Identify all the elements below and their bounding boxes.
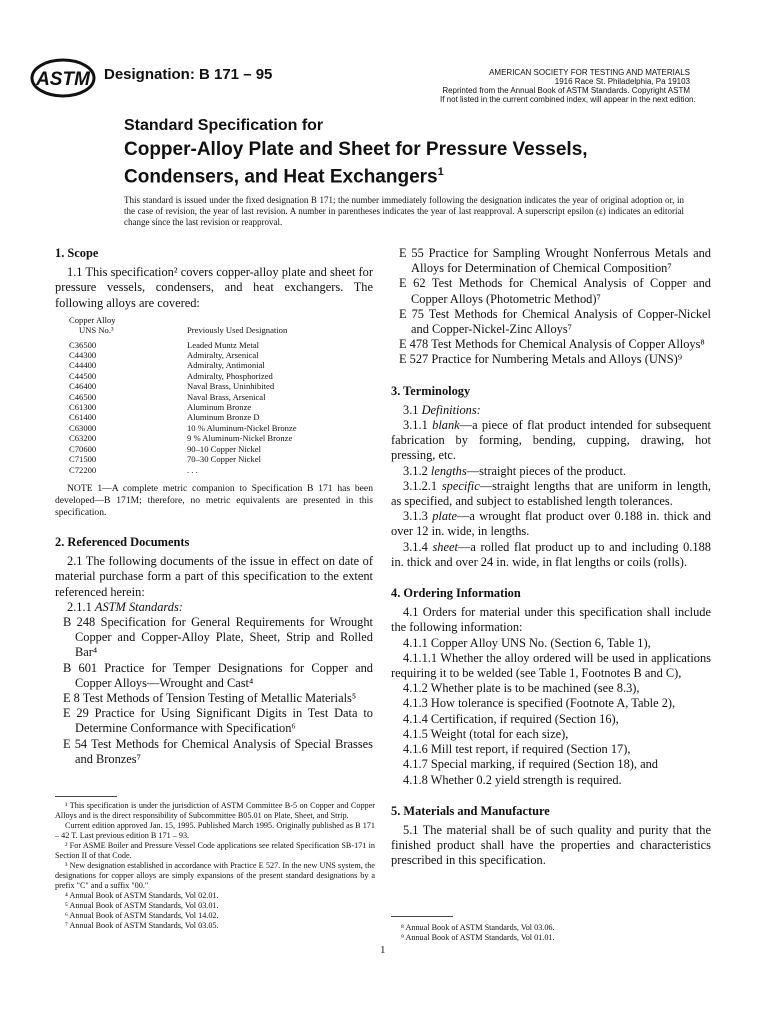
alloy-row	[69, 433, 297, 443]
col-header-uns-b: UNS No.³	[79, 325, 114, 336]
alloy-uns: C36500	[69, 339, 97, 350]
alloy-designation: Leaded Muntz Metal	[187, 339, 260, 350]
footnote: ⁸ Annual Book of ASTM Standards, Vol 03.06.	[401, 923, 555, 932]
def-num: 3.1.1	[403, 418, 428, 433]
section-heading-referenced: 2. Referenced Documents	[55, 534, 190, 549]
ref-item: E 62 Test Methods for Chemical Analysis of Copper and Copper Alloys (Photometric Method)⁷	[399, 276, 711, 306]
alloy-designation: Admiralty, Phosphorized	[187, 370, 273, 381]
alloy-designation: 9 % Aluminum-Nickel Bronze	[187, 433, 293, 444]
title-footnote-ref: 1	[437, 166, 444, 178]
org-line: 1916 Race St. Philadelphia, Pa 19103	[554, 77, 690, 86]
referenced-list-left	[55, 615, 373, 767]
alloy-designation: 90–10 Copper Nickel	[187, 443, 261, 454]
page-number: 1	[380, 944, 386, 956]
alloy-row	[69, 371, 297, 381]
alloy-uns: C44400	[69, 360, 97, 371]
title-line-3-text: Condensers, and Heat Exchangers	[124, 166, 438, 188]
order-item: 4.1.6 Mill test report, if required (Section 17),	[403, 742, 631, 757]
alloy-designation: 10 % Aluminum-Nickel Bronze	[187, 422, 297, 433]
referenced-list-right	[391, 246, 711, 368]
alloy-row	[69, 392, 297, 402]
ref-item: E 29 Practice for Using Significant Digits in Test Data to Determine Conformance with Specification⁶	[63, 706, 373, 736]
footnote-rule	[55, 796, 117, 797]
def-text: —a piece of flat product intended for subsequent fabrication by forming, bending, cupping, drawing, hot pressing, etc.	[391, 418, 711, 463]
order-item: 4.1.2 Whether plate is to be machined (see 8.3),	[403, 681, 640, 696]
def-text: —a wrought flat product over 0.188 in. thick and over 12 in. wide, in lengths.	[391, 509, 711, 539]
alloy-row	[69, 402, 297, 412]
alloy-designation: Naval Brass, Arsenical	[187, 391, 266, 402]
alloy-designation: Aluminum Bronze	[187, 402, 252, 413]
definition-specific	[391, 479, 711, 509]
astm-standards-title: ASTM Standards:	[94, 599, 183, 614]
footnote: ² For ASME Boiler and Pressure Vessel Code applications see related Specification SB-171 in Section II of that Code.	[55, 841, 375, 860]
def-term: sheet	[432, 539, 458, 554]
section-heading-materials: 5. Materials and Manufacture	[391, 803, 550, 818]
ref-item: E 55 Practice for Sampling Wrought Nonferrous Metals and Alloys for Determination of Chemical Composition⁷	[399, 246, 711, 276]
definition-lengths	[391, 464, 711, 479]
alloy-uns: C63000	[69, 422, 97, 433]
footnote: ⁹ Annual Book of ASTM Standards, Vol 01.01.	[401, 933, 555, 942]
alloy-row	[69, 444, 297, 454]
definitions-title: Definitions:	[421, 402, 481, 417]
ordering-list	[391, 636, 711, 788]
document-title	[124, 117, 684, 188]
footnote: ⁵ Annual Book of ASTM Standards, Vol 03.01.	[65, 901, 219, 910]
alloy-uns: C46500	[69, 391, 97, 402]
order-item: 4.1.1 Copper Alloy UNS No. (Section 6, Table 1),	[403, 635, 651, 650]
designation: Designation: B 171 – 95	[104, 66, 273, 83]
order-item: 4.1.5 Weight (total for each size),	[403, 726, 569, 741]
alloy-uns: C44500	[69, 370, 97, 381]
def-text: —straight pieces of the product.	[466, 463, 626, 478]
footnotes-right	[391, 916, 711, 943]
title-line-1: Standard Specification for	[124, 117, 324, 134]
alloy-row	[69, 360, 297, 370]
footnote: Current edition approved Jan. 15, 1995. Published March 1995. Originally published as B 171 – 42 T. Last previous edition B 171 – 93.	[55, 821, 375, 840]
order-item: 4.1.4 Certification, if required (Section 16),	[403, 711, 619, 726]
order-item: 4.1.8 Whether 0.2 yield strength is required.	[403, 772, 622, 787]
definition-sheet	[391, 540, 711, 570]
alloy-row	[69, 454, 297, 464]
org-line: AMERICAN SOCIETY FOR TESTING AND MATERIALS	[489, 68, 690, 77]
definitions-num: 3.1	[403, 402, 419, 417]
footnotes-left	[55, 796, 375, 931]
footnote-rule	[391, 916, 453, 917]
astm-standards-label	[55, 600, 373, 615]
def-text: —a rolled flat product up to and including 0.188 in. thick and over 24 in. wide, in flat lengths or coils (rolls).	[391, 539, 711, 569]
title-line-2: Copper-Alloy Plate and Sheet for Pressure Vessels,	[124, 139, 588, 160]
alloy-designation: Admiralty, Arsenical	[187, 350, 259, 361]
alloy-row	[69, 423, 297, 433]
section-heading-terminology: 3. Terminology	[391, 383, 471, 398]
title-line-3	[124, 161, 684, 188]
org-line: If not listed in the current combined index, will appear in the next edition.	[440, 95, 696, 104]
footnote: ⁷ Annual Book of ASTM Standards, Vol 03.05.	[65, 921, 219, 930]
col-header-uns-a: Copper Alloy	[69, 314, 116, 325]
ref-item: E 8 Test Methods of Tension Testing of Metallic Materials⁵	[63, 690, 357, 705]
alloy-designation: . . .	[187, 464, 198, 475]
alloy-row	[69, 465, 297, 475]
def-num: 3.1.3	[403, 509, 428, 524]
def-term: plate	[432, 509, 457, 524]
order-item: 4.1.3 How tolerance is specified (Footnote A, Table 2),	[403, 696, 676, 711]
def-num: 3.1.2	[403, 463, 428, 478]
ref-item: B 248 Specification for General Requirements for Wrought Copper and Copper-Alloy Plate, Sheet, Strip and Rolled Bar⁴	[63, 614, 373, 660]
definition-plate	[391, 509, 711, 539]
alloy-row	[69, 412, 297, 422]
footnote: ⁴ Annual Book of ASTM Standards, Vol 02.01.	[65, 891, 219, 900]
footnote: ¹ This specification is under the jurisdiction of ASTM Committee B-5 on Copper and Copper Alloys and is the direct responsibility of Subcommittee B05.01 on Plate, Sheet, and Strip.	[55, 801, 375, 820]
alloy-designation: Naval Brass, Uninhibited	[187, 381, 275, 392]
referenced-paragraph: 2.1 The following documents of the issue in effect on date of material purchase form a part of this specification to the extent referenced herein:	[55, 554, 373, 599]
publisher-block	[440, 68, 696, 104]
ref-item: E 75 Test Methods for Chemical Analysis of Copper-Nickel and Copper-Nickel-Zinc Alloys⁷	[399, 306, 711, 337]
left-column	[55, 246, 373, 767]
org-line: Reprinted from the Annual Book of ASTM Standards. Copyright ASTM	[442, 86, 690, 95]
alloy-row	[69, 340, 297, 350]
ref-item: E 527 Practice for Numbering Metals and Alloys (UNS)⁹	[399, 352, 683, 367]
ref-item: E 478 Test Methods for Chemical Analysis of Copper Alloys⁸	[399, 337, 705, 352]
ordering-paragraph: 4.1 Orders for material under this specification shall include the following information:	[391, 605, 711, 635]
alloy-row	[69, 350, 297, 360]
astm-standards-num: 2.1.1	[67, 599, 92, 614]
alloy-uns: C71500	[69, 454, 97, 465]
order-item: 4.1.1.1 Whether the alloy ordered will be used in applications requiring it to be welded (see Table 1, Footnotes B and C),	[391, 650, 711, 681]
note-1: NOTE 1—A complete metric companion to Specification B 171 has been developed—B 171M; therefore, no metric equivalents are presented in this specification.	[55, 482, 373, 518]
alloy-uns: C72200	[69, 464, 97, 475]
ref-item: E 54 Test Methods for Chemical Analysis of Special Brasses and Bronzes⁷	[63, 736, 373, 766]
alloy-uns: C63200	[69, 433, 97, 444]
alloy-table	[69, 340, 297, 475]
alloy-uns: C44300	[69, 350, 97, 361]
right-column	[391, 246, 711, 869]
alloy-uns: C61400	[69, 412, 97, 423]
col-header-uns	[69, 315, 187, 336]
issuance-notice: This standard is issued under the fixed designation B 171; the number immediately following the designation indicates the year of original adoption or, in the case of revision, the year of last revision. A number in parentheses indicates the year of last reapproval. A superscript epsilon (ε) indicates an editorial change since the last revision or reapproval.	[124, 195, 684, 227]
materials-paragraph: 5.1 The material shall be of such quality and purity that the finished product shall have the properties and characteristics prescribed in this specification.	[391, 822, 711, 868]
alloy-uns: C70600	[69, 443, 97, 454]
def-num: 3.1.4	[403, 539, 428, 554]
alloy-row	[69, 381, 297, 391]
col-header-designation: Previously Used Designation	[187, 324, 288, 335]
logo-text: ASTM	[36, 69, 90, 90]
alloy-designation: Admiralty, Antimonial	[187, 360, 265, 371]
definition-blank	[391, 418, 711, 464]
def-term: lengths	[430, 463, 467, 478]
footnote: ⁶ Annual Book of ASTM Standards, Vol 14.02.	[65, 911, 219, 920]
alloy-designation: 70–30 Copper Nickel	[187, 454, 261, 465]
order-item: 4.1.7 Special marking, if required (Section 18), and	[403, 757, 658, 772]
section-heading-ordering: 4. Ordering Information	[391, 586, 521, 601]
scope-paragraph: 1.1 This specification² covers copper-alloy plate and sheet for pressure vessels, condensers, and heat exchangers. The following alloys are covered:	[55, 265, 373, 310]
alloy-uns: C46400	[69, 381, 97, 392]
astm-logo-icon	[30, 58, 96, 98]
def-text: —straight lengths that are uniform in length, as specified, and subject to established length tolerances.	[391, 478, 711, 509]
def-term: blank	[432, 418, 460, 433]
ref-item: B 601 Practice for Temper Designations for Copper and Copper Alloys—Wrought and Cast⁴	[63, 660, 373, 690]
section-heading-scope: 1. Scope	[55, 246, 99, 260]
definitions-label	[391, 403, 711, 418]
footnote: ³ New designation established in accordance with Practice E 527. In the new UNS system, the designations for copper alloys are simply expansions of the present standard designations by a prefix "C" and a suffix "00."	[55, 861, 375, 890]
alloy-designation: Aluminum Bronze D	[187, 412, 260, 423]
def-num: 3.1.2.1	[403, 478, 438, 493]
alloy-table-header	[69, 315, 373, 336]
def-term: specific	[441, 478, 480, 493]
alloy-uns: C61300	[69, 402, 97, 413]
